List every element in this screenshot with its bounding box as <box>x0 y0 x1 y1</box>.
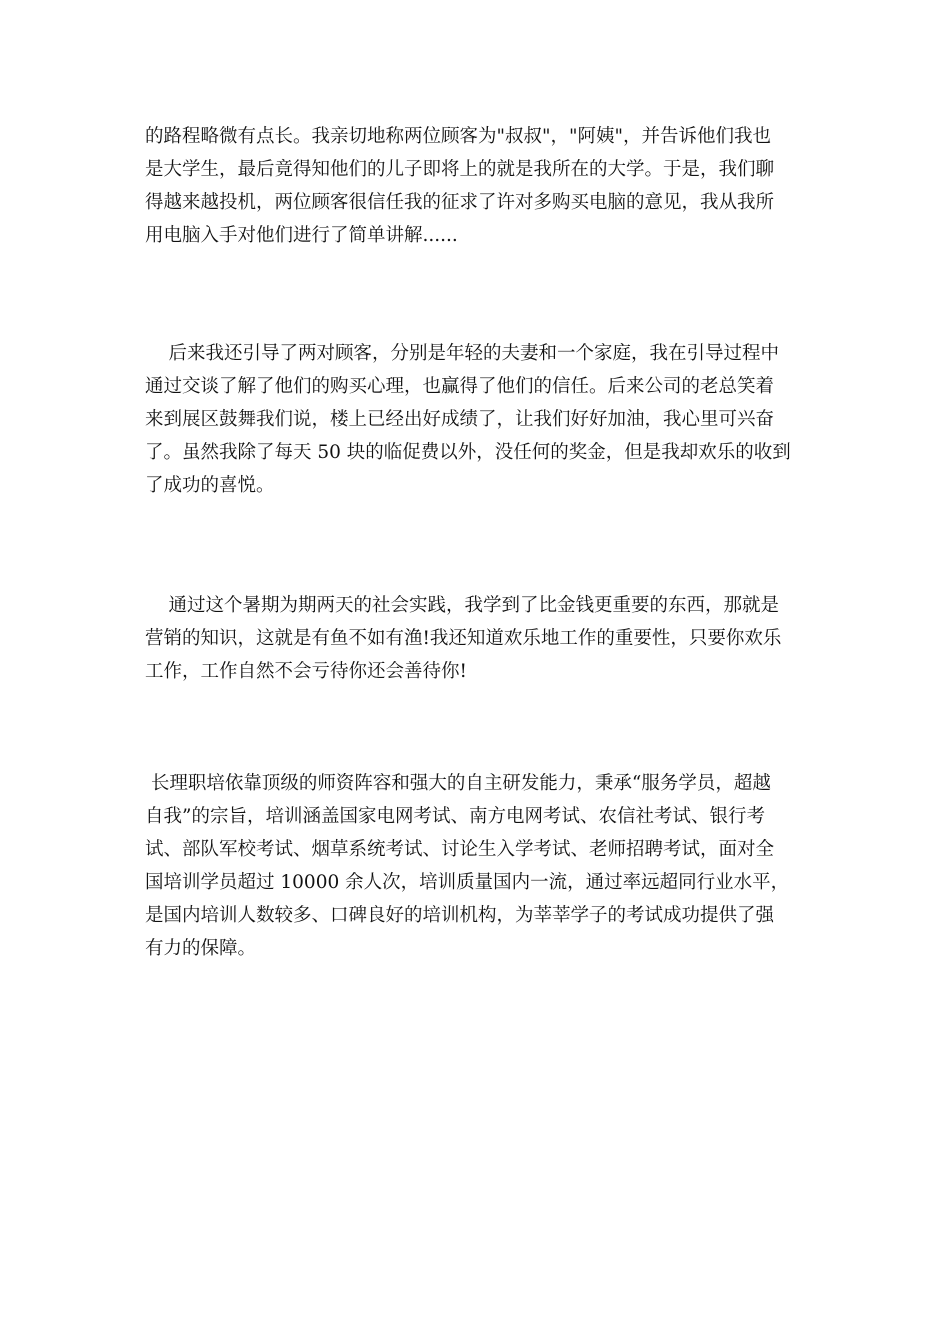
paragraph-customer-conversation <box>145 120 815 252</box>
paragraph-summary <box>145 589 815 688</box>
text-line: 后来我还引导了两对顾客，分别是年轻的夫妻和一个家庭，我在引导过程中 <box>145 343 780 364</box>
paragraph-training-ad <box>145 767 815 965</box>
text-line: 来到展区鼓舞我们说，楼上已经出好成绩了，让我们好好加油，我心里可兴奋 <box>145 409 775 430</box>
text-line: 是大学生，最后竟得知他们的儿子即将上的就是我所在的大学。于是，我们聊 <box>145 159 775 180</box>
paragraph-more-customers <box>145 337 815 502</box>
text-line: 营销的知识，这就是有鱼不如有渔!我还知道欢乐地工作的重要性，只要你欢乐 <box>145 628 782 649</box>
text-line: 通过这个暑期为期两天的社会实践，我学到了比金钱更重要的东西，那就是 <box>145 595 780 616</box>
text-line: 是国内培训人数较多、口碑良好的培训机构，为莘莘学子的考试成功提供了强 <box>145 905 775 926</box>
text-line: 工作，工作自然不会亏待你还会善待你! <box>145 661 467 682</box>
text-line: 试、部队军校考试、烟草系统考试、讨论生入学考试、老师招聘考试，面对全 <box>145 839 775 860</box>
text-line: 长理职培依靠顶级的师资阵容和强大的自主研发能力，秉承“服务学员，超越 <box>145 773 771 794</box>
text-line: 自我”的宗旨，培训涵盖国家电网考试、南方电网考试、农信社考试、银行考 <box>145 806 765 827</box>
text-line: 用电脑入手对他们进行了简单讲解...... <box>145 225 458 246</box>
text-line: 有力的保障。 <box>145 938 257 959</box>
text-line: 了成功的喜悦。 <box>145 475 275 496</box>
text-line: 国培训学员超过 10000 余人次，培训质量国内一流，通过率远超同行业水平， <box>145 872 790 893</box>
text-line: 通过交谈了解了他们的购买心理，也赢得了他们的信任。后来公司的老总笑着 <box>145 376 775 397</box>
text-line: 了。虽然我除了每天 50 块的临促费以外，没任何的奖金，但是我却欢乐的收到 <box>145 442 791 463</box>
text-line: 的路程略微有点长。我亲切地称两位顾客为"叔叔"，"阿姨"，并告诉他们我也 <box>145 126 772 147</box>
text-line: 得越来越投机，两位顾客很信任我的征求了许对多购买电脑的意见，我从我所 <box>145 192 775 213</box>
